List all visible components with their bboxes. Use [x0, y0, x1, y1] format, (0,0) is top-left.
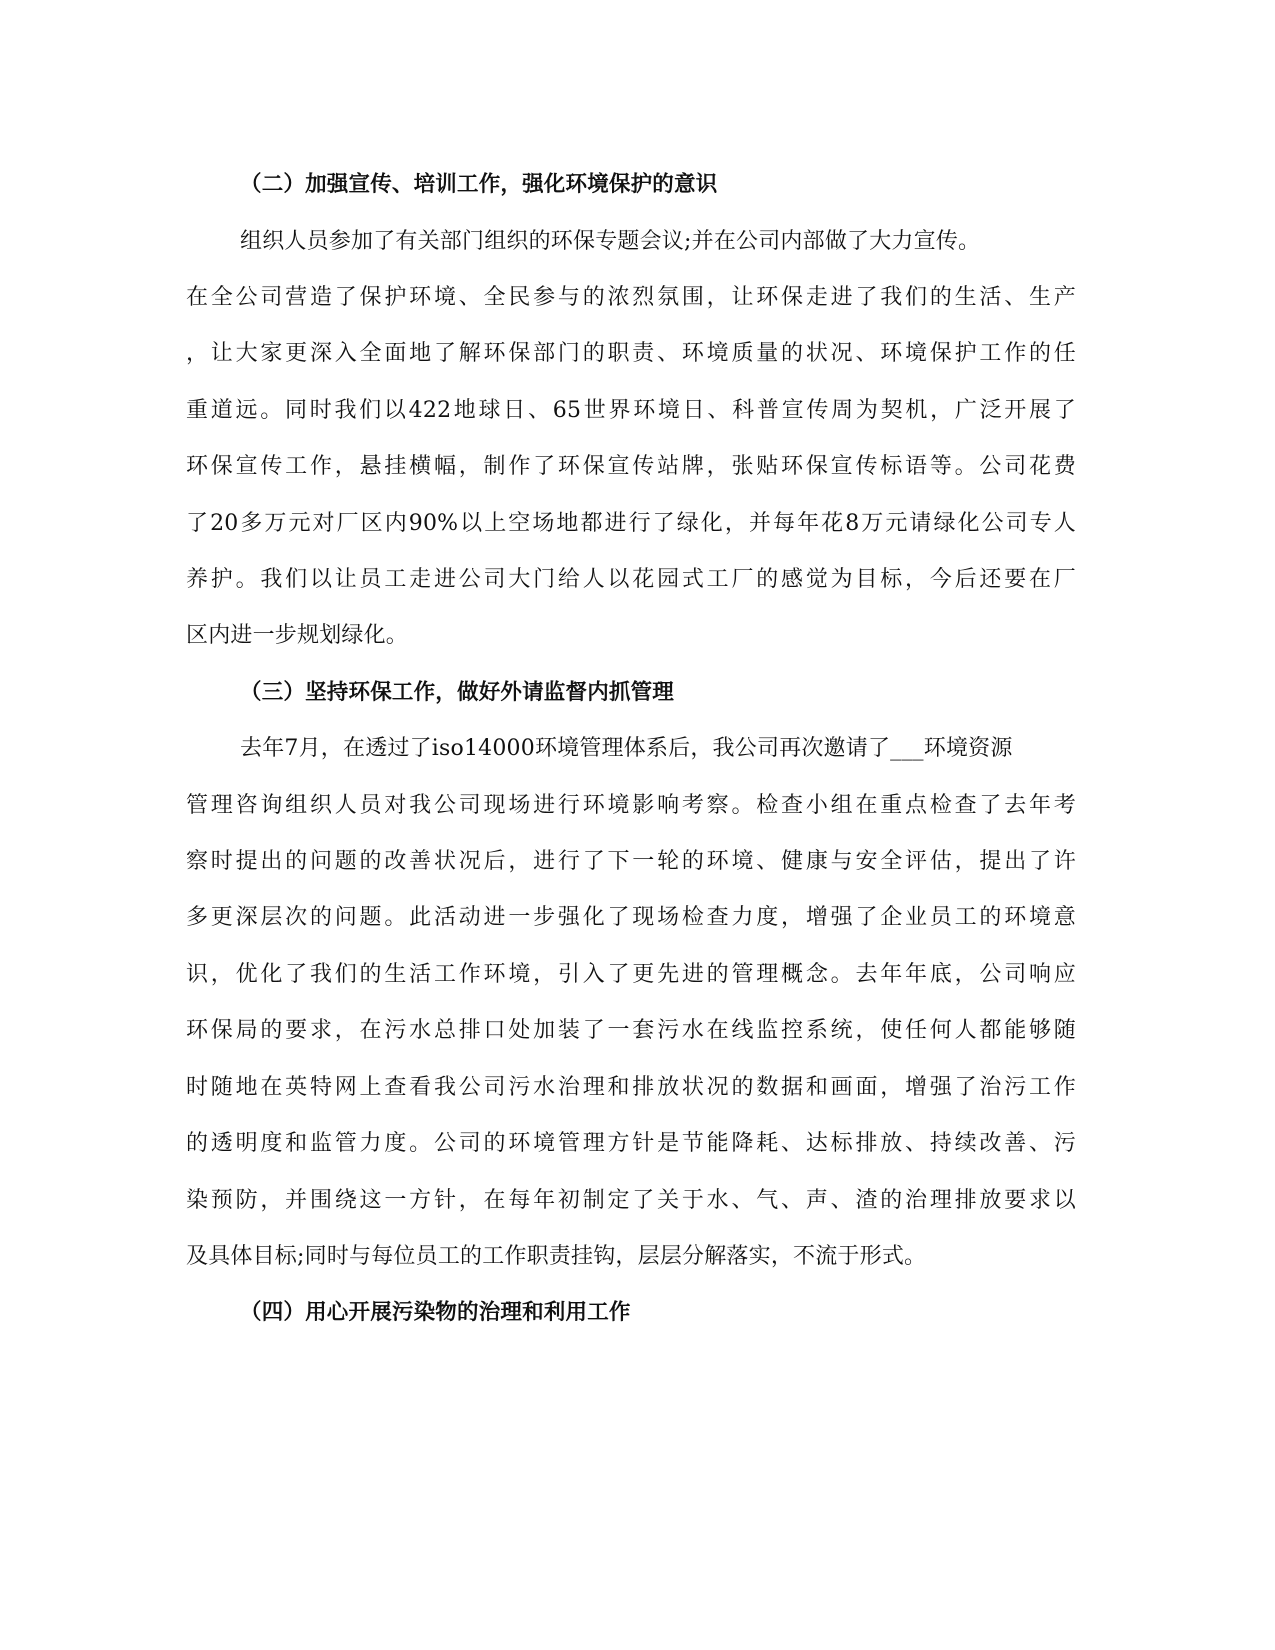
- paragraph-line: 时随地在英特网上查看我公司污水治理和排放状况的数据和画面，增强了治污工作: [186, 1075, 1076, 1100]
- paragraph-line: 环保局的要求，在污水总排口处加装了一套污水在线监控系统，使任何人都能够随: [186, 1018, 1076, 1043]
- paragraph-line: 区内进一步规划绿化。: [186, 623, 409, 648]
- section-heading-3: （三）坚持环保工作，做好外请监督内抓管理: [240, 680, 675, 705]
- paragraph-line: 养护。我们以让员工走进公司大门给人以花园式工厂的感觉为目标，今后还要在厂: [186, 567, 1076, 592]
- section-heading-4: （四）用心开展污染物的治理和利用工作: [240, 1300, 631, 1325]
- section-heading-2: （二）加强宣传、培训工作，强化环境保护的意识: [240, 172, 718, 197]
- paragraph-line: 识，优化了我们的生活工作环境，引入了更先进的管理概念。去年年底，公司响应: [186, 962, 1076, 987]
- paragraph-line: 组织人员参加了有关部门组织的环保专题会议;并在公司内部做了大力宣传。: [240, 229, 981, 254]
- paragraph-line: 管理咨询组织人员对我公司现场进行环境影响考察。检查小组在重点检查了去年考: [186, 793, 1076, 818]
- paragraph-line: 多更深层次的问题。此活动进一步强化了现场检查力度，增强了企业员工的环境意: [186, 905, 1076, 930]
- paragraph-line: 染预防，并围绕这一方针，在每年初制定了关于水、气、声、渣的治理排放要求以: [186, 1188, 1076, 1213]
- paragraph-line: ，让大家更深入全面地了解环保部门的职责、环境质量的状况、环境保护工作的任: [186, 341, 1076, 366]
- paragraph-line: 察时提出的问题的改善状况后，进行了下一轮的环境、健康与安全评估，提出了许: [186, 849, 1076, 874]
- paragraph-line: 环保宣传工作，悬挂横幅，制作了环保宣传站牌，张贴环保宣传标语等。公司花费: [186, 454, 1076, 479]
- paragraph-line: 的透明度和监管力度。公司的环境管理方针是节能降耗、达标排放、持续改善、污: [186, 1131, 1076, 1156]
- paragraph-line: 在全公司营造了保护环境、全民参与的浓烈氛围，让环保走进了我们的生活、生产: [186, 285, 1076, 310]
- paragraph-line: 了20多万元对厂区内90%以上空场地都进行了绿化，并每年花8万元请绿化公司专人: [186, 511, 1076, 536]
- paragraph-line: 重道远。同时我们以422地球日、65世界环境日、科普宣传周为契机，广泛开展了: [186, 398, 1076, 423]
- paragraph-line: 去年7月，在透过了iso14000环境管理体系后，我公司再次邀请了___环境资源: [240, 736, 1013, 761]
- paragraph-line: 及具体目标;同时与每位员工的工作职责挂钩，层层分解落实，不流于形式。: [186, 1244, 927, 1269]
